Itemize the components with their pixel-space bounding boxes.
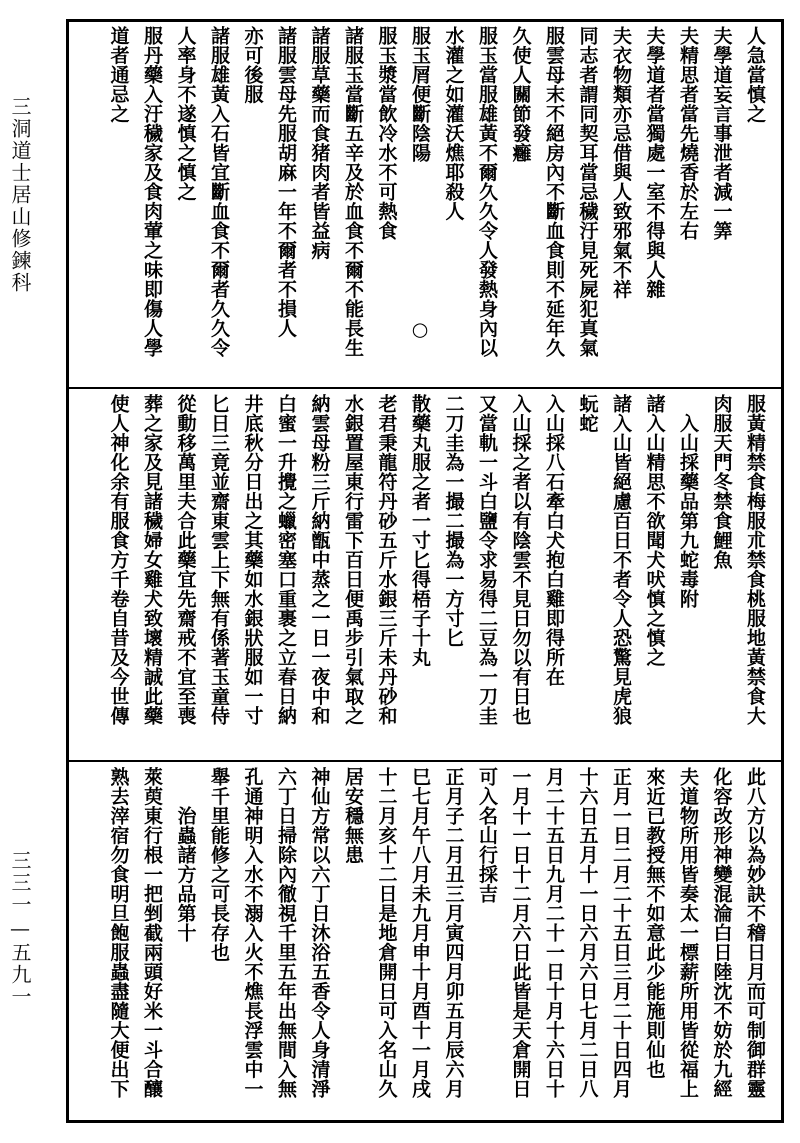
text-column: 夫學道者當獨處一室不得與人雜 bbox=[643, 26, 666, 299]
text-column: 道者通忌之 bbox=[107, 26, 130, 124]
divider-line bbox=[69, 387, 781, 389]
text-column: 散藥丸服之者一寸匕得梧子十丸 bbox=[409, 394, 431, 667]
text-column: 又當軌一斗白鹽令求易得二豆為一刀圭 bbox=[476, 394, 498, 726]
text-column: 諸服雄黃入石皆宜斷血食不爾者久久令 bbox=[208, 26, 230, 358]
text-column: 治蟲諸方品第十 bbox=[174, 767, 197, 943]
book-title-margin: 三洞道士居山修鍊科 bbox=[8, 96, 32, 294]
text-column: 諸服雲母先服胡麻一年不爾者不損人 bbox=[275, 26, 297, 338]
text-column: 肉服天門冬禁食鯉魚 bbox=[710, 394, 733, 570]
text-column: 夫道物所用皆奏太一標薪所用皆從福上 bbox=[677, 767, 699, 1099]
text-column: 居安穩無患 bbox=[342, 767, 364, 865]
text-column: 六丁日掃除內徹視千里五年出無間入無 bbox=[275, 767, 297, 1099]
text-band-middle bbox=[69, 394, 781, 754]
text-column: 服玉屑便斷陰陽 ○ bbox=[409, 26, 431, 341]
text-column: 井底秋分日出之其藥如水銀狀服如一寸 bbox=[241, 394, 264, 726]
text-column: 神仙方常以六丁日沐浴五香令人身清淨 bbox=[308, 767, 331, 1099]
text-column: 十六日五月十一日六月六日七月二日八 bbox=[576, 767, 599, 1099]
text-column: 萊萸東行根一把剉截兩頭好米一斗合釀 bbox=[141, 767, 163, 1099]
text-column: 服玉漿當飲冷水不可熱食 bbox=[375, 26, 398, 241]
text-column: 舉千里能修之可長存也 bbox=[208, 767, 230, 962]
text-column: 孔通神明入水不溺入火不燋長浮雲中一 bbox=[241, 767, 264, 1099]
text-column: 葬之家及見諸穢婦女雞犬致壞精誠此藥 bbox=[141, 394, 163, 726]
text-column: 入山採藥品第九蛇毒附 bbox=[677, 394, 699, 609]
text-column: 十二月亥十二日是地倉開日可入名山久 bbox=[375, 767, 398, 1099]
text-column: 夫衣物類亦忌借與人致邪氣不祥 bbox=[610, 26, 632, 299]
text-column: 服雲母末不絕房內不斷血食則不延年久 bbox=[543, 26, 565, 358]
text-column: 納雲母粉三斤納甑中蒸之一日一夜中和 bbox=[308, 394, 331, 726]
text-column: 夫學道妄言事泄者減一筭 bbox=[710, 26, 733, 241]
text-column: 水銀置屋東行雷下百日便禹步引氣取之 bbox=[342, 394, 364, 726]
text-column: 久使人關節發癰 bbox=[509, 26, 532, 163]
text-column: 諸入山皆絕慮百日不者令人恐驚見虎狼 bbox=[610, 394, 632, 726]
text-column: 熟去滓宿勿食明旦飽服蟲盡隨大便出下 bbox=[107, 767, 130, 1099]
text-column: 水灌之如灌沃燋耶殺人 bbox=[442, 26, 465, 221]
text-band-bottom bbox=[69, 767, 781, 1119]
text-column: 巳七月午八月未九月申十月酉十一月戌 bbox=[409, 767, 431, 1099]
text-column: 白蜜一升攪之蠟密塞口重裹之立春日納 bbox=[275, 394, 297, 726]
text-column: 月二十五日九月二十一日十月十六日十 bbox=[543, 767, 565, 1099]
text-column: 從動移萬里夫合此藥宜先齋戒不宜至喪 bbox=[174, 394, 197, 726]
text-column: 匕日三竟並齋東雲上下無有係著玉童侍 bbox=[208, 394, 230, 726]
text-column: 來近已教授無不如意此少能施則仙也 bbox=[643, 767, 666, 1079]
text-column: 入山採之者以有陰雲不見日勿以有日也 bbox=[509, 394, 532, 726]
text-column: 諸服草藥而食猪肉者皆益病 bbox=[308, 26, 331, 260]
text-column: 正月子二月丑三月寅四月卯五月辰六月 bbox=[442, 767, 465, 1099]
text-column: 一月十一日十二月六日此皆是天倉開日 bbox=[509, 767, 532, 1099]
text-column: 此八方以為妙訣不稽日月而可制御群靈 bbox=[744, 767, 766, 1099]
text-column: 老君秉龍符丹砂五斤水銀三斤未丹砂和 bbox=[375, 394, 398, 726]
text-column: 入山採八石牽白犬抱白雞即得所在 bbox=[543, 394, 565, 687]
text-column: 蚖蛇 bbox=[576, 394, 599, 433]
text-column: 使人神化余有服食方千卷自昔及今世傳 bbox=[107, 394, 130, 726]
text-column: 二刀圭為一撮二撮為一方寸匕 bbox=[442, 394, 465, 648]
text-column: 同志者謂同契耳當忌穢汙見死屍犯真氣 bbox=[576, 26, 599, 358]
text-column: 正月一日二月二十五日三月二十日四月 bbox=[610, 767, 632, 1099]
text-column: 諸服玉當斷五辛及於血食不爾不能長生 bbox=[342, 26, 364, 358]
page-number-margin: 三三一—五九一 bbox=[8, 850, 32, 1008]
text-column: 化容改形神變混淪白日陸沈不妨於九經 bbox=[710, 767, 733, 1099]
text-band-top bbox=[69, 26, 781, 381]
text-column: 服黃精禁食梅服朮禁食桃服地黃禁食大 bbox=[744, 394, 766, 726]
text-column: 人率身不遂慎之慎之 bbox=[174, 26, 197, 202]
text-column: 可入名山行採吉 bbox=[476, 767, 498, 904]
page-frame bbox=[66, 19, 784, 1123]
text-column: 人急當慎之 bbox=[744, 26, 766, 124]
text-column: 夫精思者當先燒香於左右 bbox=[677, 26, 699, 241]
text-column: 服玉當服雄黃不爾久久令人發熱身內以 bbox=[476, 26, 498, 358]
text-column: 服丹藥入汙穢家及食肉葷之味即傷人學 bbox=[141, 26, 163, 358]
text-column: 亦可後服 bbox=[241, 26, 264, 104]
text-column: 諸入山精思不欲聞犬吠慎之慎之 bbox=[643, 394, 666, 667]
divider-line bbox=[69, 760, 781, 762]
